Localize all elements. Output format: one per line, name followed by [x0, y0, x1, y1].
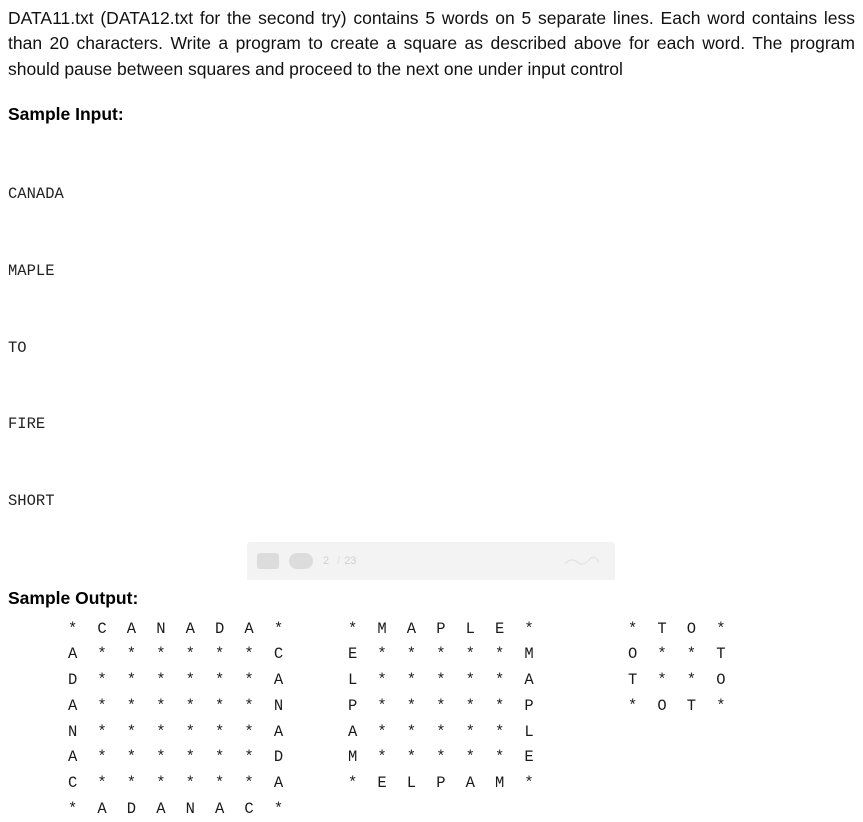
square-line: A * * * * * L — [348, 722, 535, 741]
media-player-bar[interactable] — [247, 542, 615, 580]
sample-output-heading: Sample Output: — [8, 587, 139, 608]
square-line: M * * * * * E — [348, 748, 535, 767]
sample-input-line: FIRE — [8, 415, 46, 434]
square-line: * A D A N A C * — [68, 799, 284, 818]
intro-paragraph: DATA11.txt (DATA12.txt for the second try) contains 5 words on 5 separate lines. Each word contains less than 20 characters. Write a program to create a square as described above for each word. The program should pause between squares and proceed to the next one under input control — [8, 8, 855, 79]
sample-output-area — [8, 617, 855, 817]
square-line: * M A P L E * — [348, 619, 535, 638]
play-pause-icon[interactable] — [257, 553, 279, 569]
duration-label: 23 — [344, 555, 357, 567]
square-line: C * * * * * * A — [68, 774, 284, 792]
output-square-to — [628, 617, 726, 720]
current-time-label: 2 — [323, 555, 330, 567]
square-line: A * * * * * * N — [68, 696, 284, 715]
square-line: D * * * * * * A — [68, 671, 284, 690]
time-separator: / — [337, 555, 341, 567]
output-square-maple — [348, 617, 534, 797]
square-line: O * * T — [628, 645, 727, 664]
output-square-canada — [68, 617, 284, 822]
square-line: T * * O — [628, 671, 727, 690]
square-line: E * * * * * M — [348, 645, 535, 664]
waveform-icon — [565, 556, 599, 566]
square-line: * O T * — [628, 696, 727, 715]
square-line: * T O * — [628, 619, 727, 638]
sample-input-line: TO — [8, 338, 27, 357]
sample-input-list — [8, 131, 855, 566]
square-line: P * * * * * P — [348, 696, 535, 715]
square-line: A * * * * * * D — [68, 748, 284, 767]
volume-icon[interactable] — [289, 553, 313, 569]
square-line: N * * * * * * A — [68, 722, 284, 741]
square-line: * E L P A M * — [348, 774, 535, 792]
square-line: * C A N A D A * — [68, 619, 284, 638]
sample-input-line: CANADA — [8, 185, 64, 204]
square-line: A * * * * * * C — [68, 645, 284, 664]
sample-input-line: MAPLE — [8, 261, 55, 280]
square-line: L * * * * * A — [348, 671, 535, 690]
sample-input-line: SHORT — [8, 492, 55, 510]
sample-input-heading: Sample Input: — [8, 104, 124, 125]
